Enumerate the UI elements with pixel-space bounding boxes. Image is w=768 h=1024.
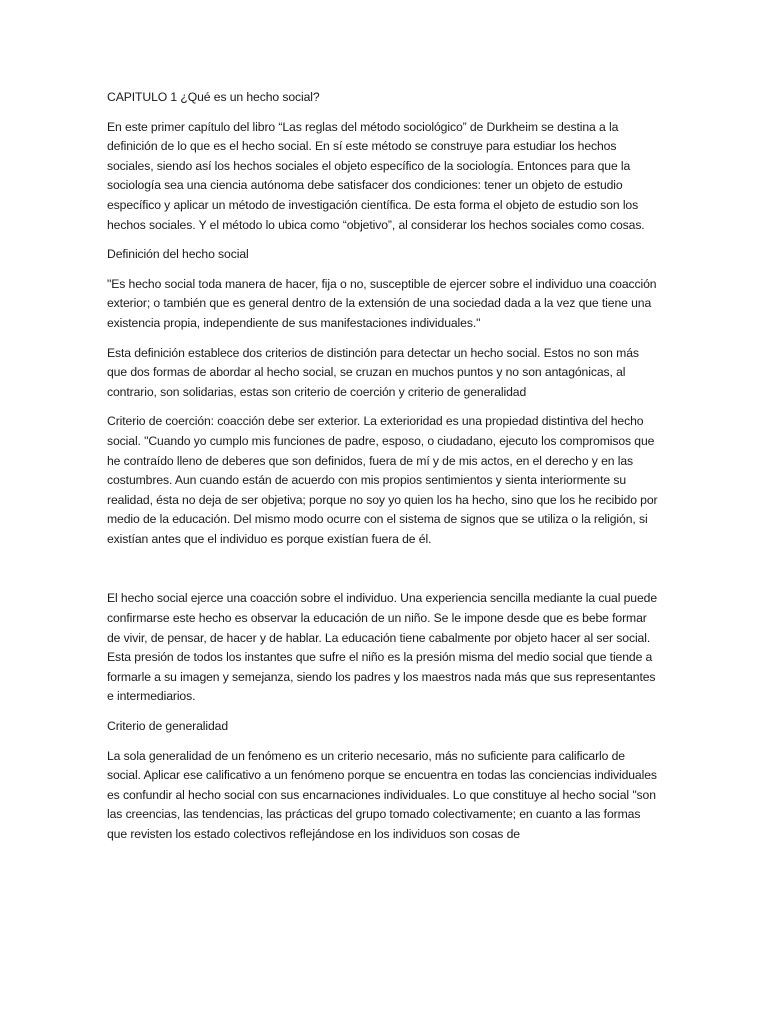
generality-heading: Criterio de generalidad <box>107 719 229 734</box>
chapter-heading: CAPITULO 1 ¿Qué es un hecho social? <box>107 90 320 104</box>
coercion-paragraph: Criterio de coerción: coacción debe ser exterior. La exterioridad es una propiedad distintiva del hecho social. "Cuando yo cumplo mis funciones de padre, esposo, o ciudadano, ejecuto los compromisos que he contraído lleno de deberes que son definidos, fuera de mí y de mis actos, en el derecho y en las costumbres. Aun cuando están de acuerdo con mis propios sentimientos y sienta interiormente su realidad, ésta no deja de ser objetiva; porque no soy yo quien los ha hecho, sino que los he recibido por medio de la educación. Del mismo modo ocurre con el sistema de signos que se utiliza o la religión, si existían antes que el individuo es porque existían fuera de él. <box>107 414 658 546</box>
intro-paragraph: En este primer capítulo del libro “Las reglas del método sociológico” de Durkheim se destina a la definición de lo que es el hecho social. En sí este método se construye para estudiar los hechos sociales, siendo así los hechos sociales el objeto específico de la sociología. Entonces para que la sociología sea una ciencia autónoma debe satisfacer dos condiciones: tener un objeto de estudio específico y aplicar un método de investigación científica. De esta forma el objeto de estudio son los hechos sociales. Y el método lo ubica como “objetivo”, al considerar los hechos sociales como cosas. <box>107 119 645 232</box>
definition-quote: "Es hecho social toda manera de hacer, fija o no, susceptible de ejercer sobre el individuo una coacción exterior; o también que es general dentro de la extensión de una sociedad dada a la vez que tiene una existencia propia, independiente de sus manifestaciones individuales." <box>107 276 657 330</box>
criteria-paragraph: Esta definición establece dos criterios de distinción para detectar un hecho social. Estos no son más que dos formas de abordar al hecho social, se cruzan en muchos puntos y no son antagónicas, al contrario, son solidarias, estas son criterio de coerción y criterio de generalidad <box>107 345 639 399</box>
document-body <box>107 88 660 845</box>
definition-heading: Definición del hecho social <box>107 247 249 262</box>
generality-paragraph: La sola generalidad de un fenómeno es un criterio necesario, más no suficiente para calificarlo de social. Aplicar ese calificativo a un fenómeno porque se encuentra en todas las conciencias individuales es confundir al hecho social con sus encarnaciones individuales. Lo que constituye al hecho social "son las creencias, las tendencias, las prácticas del grupo tomado colectivamente; en cuanto a las formas que revisten los estado colectivos reflejándose en los individuos son cosas de <box>107 748 657 841</box>
coercion-example-paragraph: El hecho social ejerce una coacción sobre el individuo. Una experiencia sencilla mediante la cual puede confirmarse este hecho es observar la educación de un niño. Se le impone desde que es bebe formar de vivir, de pensar, de hacer y de hablar. La educación tiene cabalmente por objeto hacer al ser social. Esta presión de todos los instantes que sufre el niño es la presión misma del medio social que tiende a formarle a su imagen y semejanza, siendo los padres y los maestros nada más que sus representantes e intermediarios. <box>107 591 657 704</box>
